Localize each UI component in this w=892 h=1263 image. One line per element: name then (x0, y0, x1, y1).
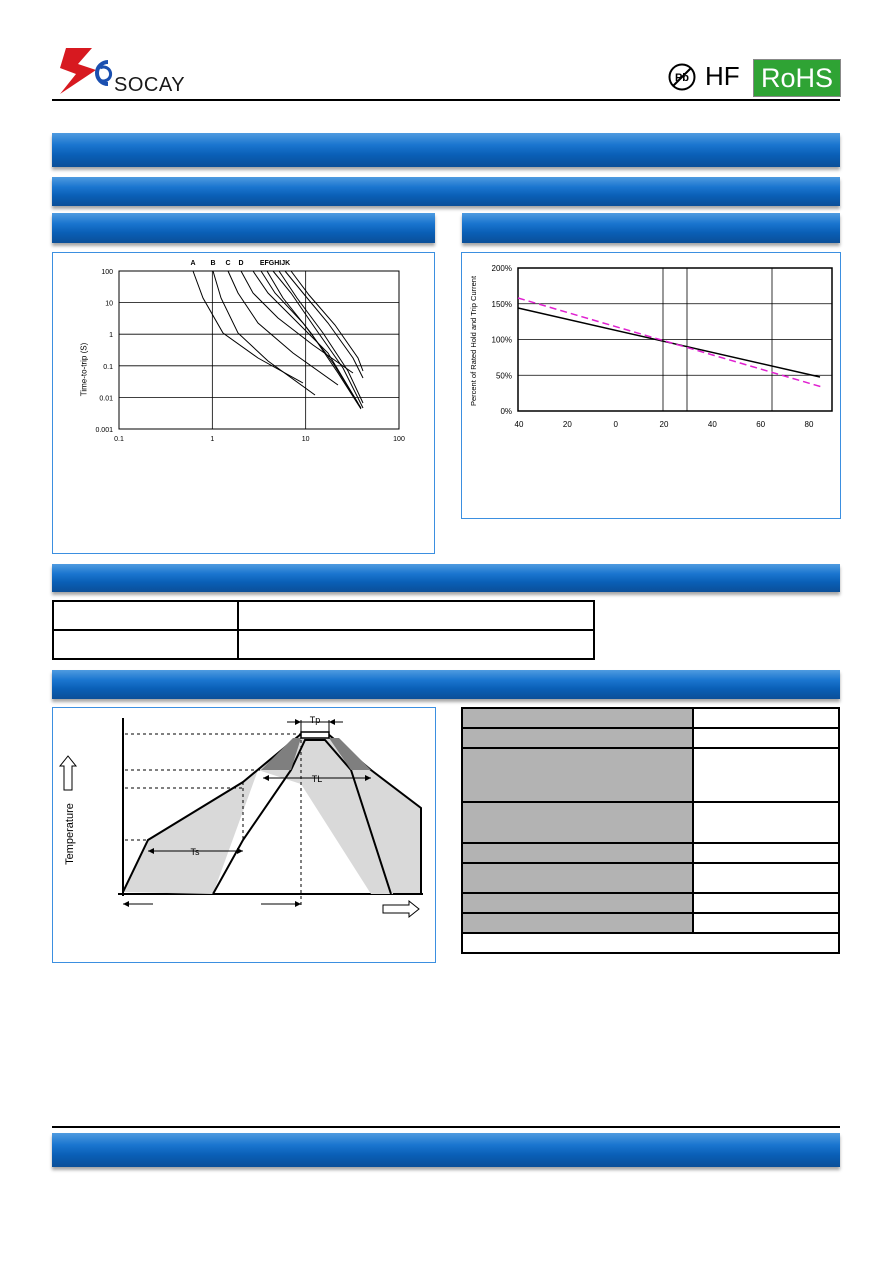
x-tick-label: 100 (393, 436, 405, 443)
table-row (462, 913, 839, 933)
table-row (462, 893, 839, 913)
header-rule (52, 99, 840, 101)
curve-label: EFGHIJK (259, 260, 291, 267)
y-tick-label: 150% (491, 299, 512, 309)
table-cell (53, 601, 238, 630)
table-row (462, 748, 839, 802)
table-row (462, 843, 839, 863)
table-cell (693, 728, 839, 748)
tp-label: Tp (309, 715, 321, 725)
rohs-mark: RoHS (754, 60, 840, 96)
reflow-profile-chart (53, 708, 435, 962)
x-tick-label: 20 (562, 420, 572, 429)
table-cell (693, 863, 839, 893)
section-bar-characteristics (52, 177, 840, 206)
table-cell (693, 843, 839, 863)
title-bar (52, 133, 840, 167)
table-row (462, 728, 839, 748)
footer-bar (52, 1133, 840, 1167)
trip-ylabel: Time-to-trip (S) (79, 342, 89, 397)
curve-label: C (225, 260, 231, 267)
trip-curve (273, 271, 363, 408)
table-cell (462, 708, 693, 728)
x-tick-label: 80 (804, 420, 814, 429)
table-cell (693, 913, 839, 933)
table-row (462, 863, 839, 893)
y-tick-label: 10 (105, 300, 113, 308)
x-tick-label: 20 (659, 420, 669, 429)
section-bar-trip-curve (52, 213, 435, 243)
y-tick-label: 0.01 (99, 395, 113, 403)
trip-curve (267, 271, 361, 409)
section-bar-derating (462, 213, 840, 243)
table-cell (53, 630, 238, 659)
y-tick-label: 0.001 (95, 427, 113, 434)
trip-curve-panel (52, 252, 435, 554)
x-tick-label: 0.1 (114, 436, 124, 443)
derating-chart (462, 253, 840, 518)
reflow-profile-panel (52, 707, 436, 963)
table-cell (693, 893, 839, 913)
table-cell (238, 601, 594, 630)
x-tick-label: 60 (756, 420, 766, 429)
table-row (462, 802, 839, 843)
curve-label: A (190, 260, 196, 267)
table-cell (462, 913, 693, 933)
table-cell (462, 933, 839, 953)
ts-label: Ts (190, 847, 200, 857)
trip-curve-chart (53, 253, 434, 553)
table-cell (462, 728, 693, 748)
temperature-axis-arrow-icon (60, 756, 76, 790)
pb-free-mark (667, 62, 697, 92)
table-cell (238, 630, 594, 659)
table-cell (693, 802, 839, 843)
y-tick-label: 0% (500, 407, 512, 416)
table-row (462, 933, 839, 953)
trip-curve (261, 271, 361, 408)
x-tick-label: 40 (707, 420, 717, 429)
brand-name: SOCAY (114, 74, 186, 96)
trip-curve (285, 271, 363, 378)
pb-label: Pb (674, 72, 690, 84)
pb-free-icon (667, 62, 697, 92)
y-tick-label: 200% (491, 264, 512, 273)
curve-label: D (238, 260, 244, 267)
y-tick-label: 50% (495, 371, 512, 381)
table-cell (462, 843, 693, 863)
table-row (53, 630, 594, 659)
x-tick-label: 40 (514, 420, 524, 429)
time-axis-arrow-icon (383, 901, 419, 917)
x-tick-label: 10 (301, 436, 310, 443)
footer-rule (52, 1126, 840, 1128)
y-tick-label: 100% (491, 335, 512, 345)
derating-ylabel: Percent of Rated Hold and Trip Current (469, 275, 478, 407)
y-tick-label: 0.1 (103, 363, 113, 371)
table-cell (462, 863, 693, 893)
section-bar-material (52, 564, 840, 592)
x-tick-label: 0 (613, 420, 618, 429)
curve-label: B (210, 260, 216, 267)
tl-label: TL (311, 774, 323, 784)
table-cell (462, 893, 693, 913)
brand-logo (56, 44, 196, 99)
table-cell (462, 748, 693, 802)
table-cell (462, 802, 693, 843)
section-bar-soldering (52, 670, 840, 699)
x-tick-label: 1 (210, 436, 215, 443)
material-table (52, 600, 595, 660)
table-row (462, 708, 839, 728)
hf-mark: HF (705, 61, 740, 91)
trip-curve (228, 271, 338, 385)
profile-ylabel: Temperature (64, 803, 76, 865)
table-cell (693, 748, 839, 802)
y-tick-label: 100 (101, 269, 113, 276)
table-cell (693, 708, 839, 728)
reflow-spec-table (461, 707, 840, 954)
derating-panel (461, 252, 841, 519)
derating-dashed-line (518, 298, 822, 387)
table-row (53, 601, 594, 630)
y-tick-label: 1 (109, 332, 113, 340)
